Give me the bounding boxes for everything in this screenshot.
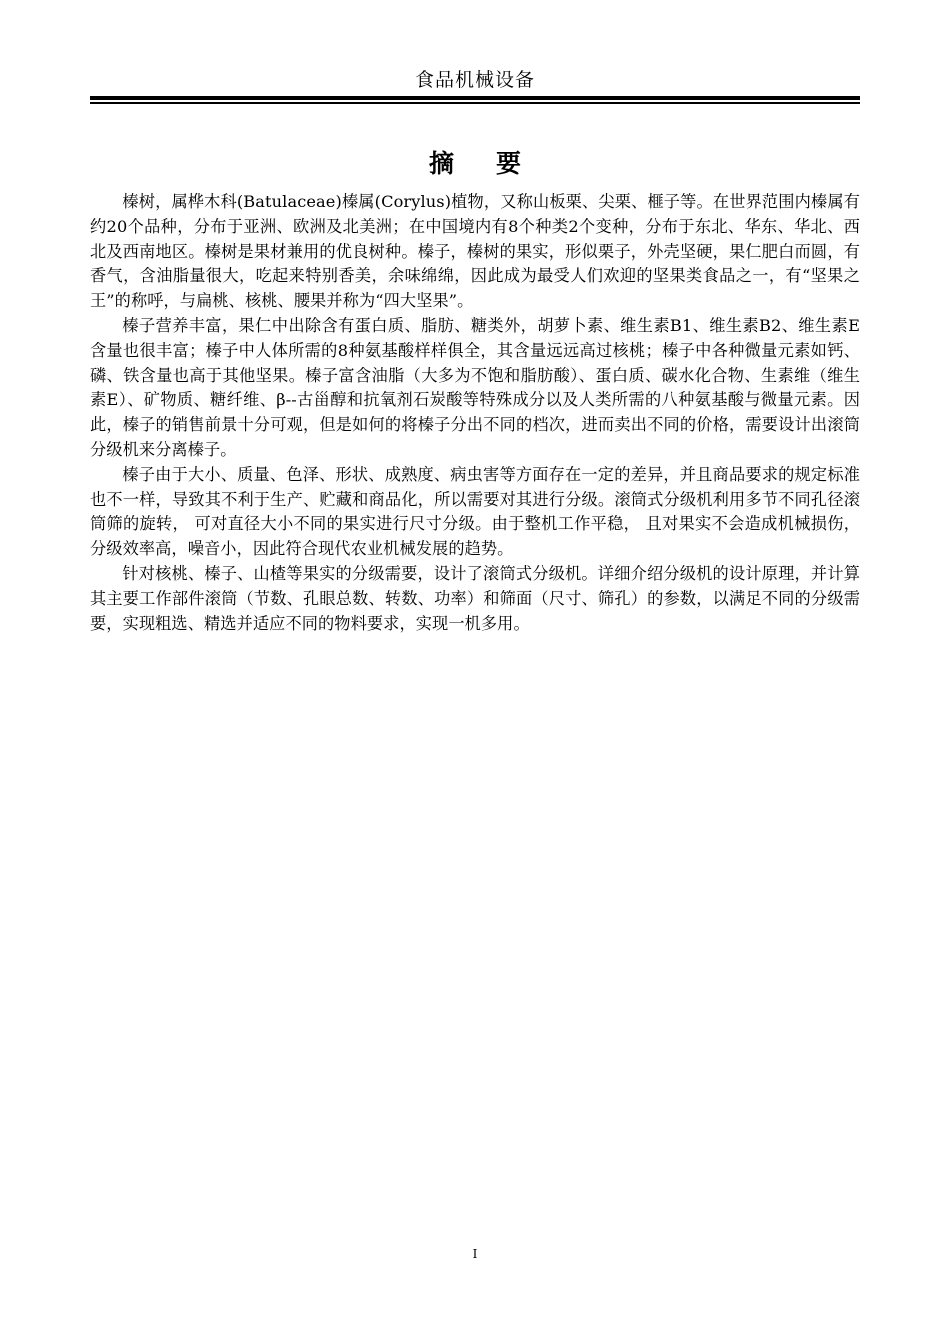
abstract-heading: 摘要 — [428, 149, 563, 178]
running-header: 食品机械设备 — [414, 69, 535, 91]
abstract-body — [90, 190, 860, 636]
abstract-paragraph-1: 榛树，属桦木科(Batulaceae)榛属(Corylus)植物，又称山板栗、尖栗、榧子等。在世界范围内榛属有约20个品种，分布于亚洲、欧洲及北美洲；在中国境内有8个种类2个变种，分布于东北、华东、华北、西北及西南地区。榛树是果材兼用的优良树种。榛子，榛树的果实，形似栗子，外壳坚硬，果仁肥白而圆，有香气，含油脂量很大，吃起来特别香美，余味绵绵，因此成为最受人们欢迎的坚果类食品之一，有“坚果之王”的称呼，与扁桃、核桃、腰果并称为“四大坚果”。 — [90, 192, 860, 311]
page-number: I — [472, 1247, 478, 1261]
abstract-paragraph-4: 针对核桃、榛子、山楂等果实的分级需要，设计了滚筒式分级机。详细介绍分级机的设计原理，并计算其主要工作部件滚筒（节数、孔眼总数、转数、功率）和筛面（尺寸、筛孔）的参数，以满足不同的分级需要，实现粗选、精选并适应不同的物料要求，实现一机多用。 — [90, 563, 860, 633]
abstract-paragraph-2: 榛子营养丰富，果仁中出除含有蛋白质、脂肪、糖类外，胡萝卜素、维生素B1、维生素B2、维生素E含量也很丰富；榛子中人体所需的8种氨基酸样样俱全，其含量远远高过核桃；榛子中各种微量元素如钙、磷、铁含量也高于其他坚果。榛子富含油脂（大多为不饱和脂肪酸）、蛋白质、碳水化合物、生素维（维生素E）、矿物质、糖纤维、β--古甾醇和抗氧剂石炭酸等特殊成分以及人类所需的八种氨基酸与微量元素。因此，榛子的销售前景十分可观，但是如何的将榛子分出不同的档次，进而卖出不同的价格，需要设计出滚筒分级机来分离榛子。 — [90, 315, 860, 459]
abstract-paragraph-3: 榛子由于大小、质量、色泽、形状、成熟度、病虫害等方面存在一定的差异，并且商品要求的规定标准也不一样，导致其不利于生产、贮藏和商品化，所以需要对其进行分级。滚筒式分级机利用多节不同孔径滚筒筛的旋转， 可对直径大小不同的果实进行尺寸分级。由于整机工作平稳， 且对果实不会造成机械损伤，分级效率高，噪音小，因此符合现代农业机械发展的趋势。 — [90, 464, 860, 559]
header-rule-thin — [90, 102, 860, 104]
header-rule-thick — [90, 96, 860, 100]
